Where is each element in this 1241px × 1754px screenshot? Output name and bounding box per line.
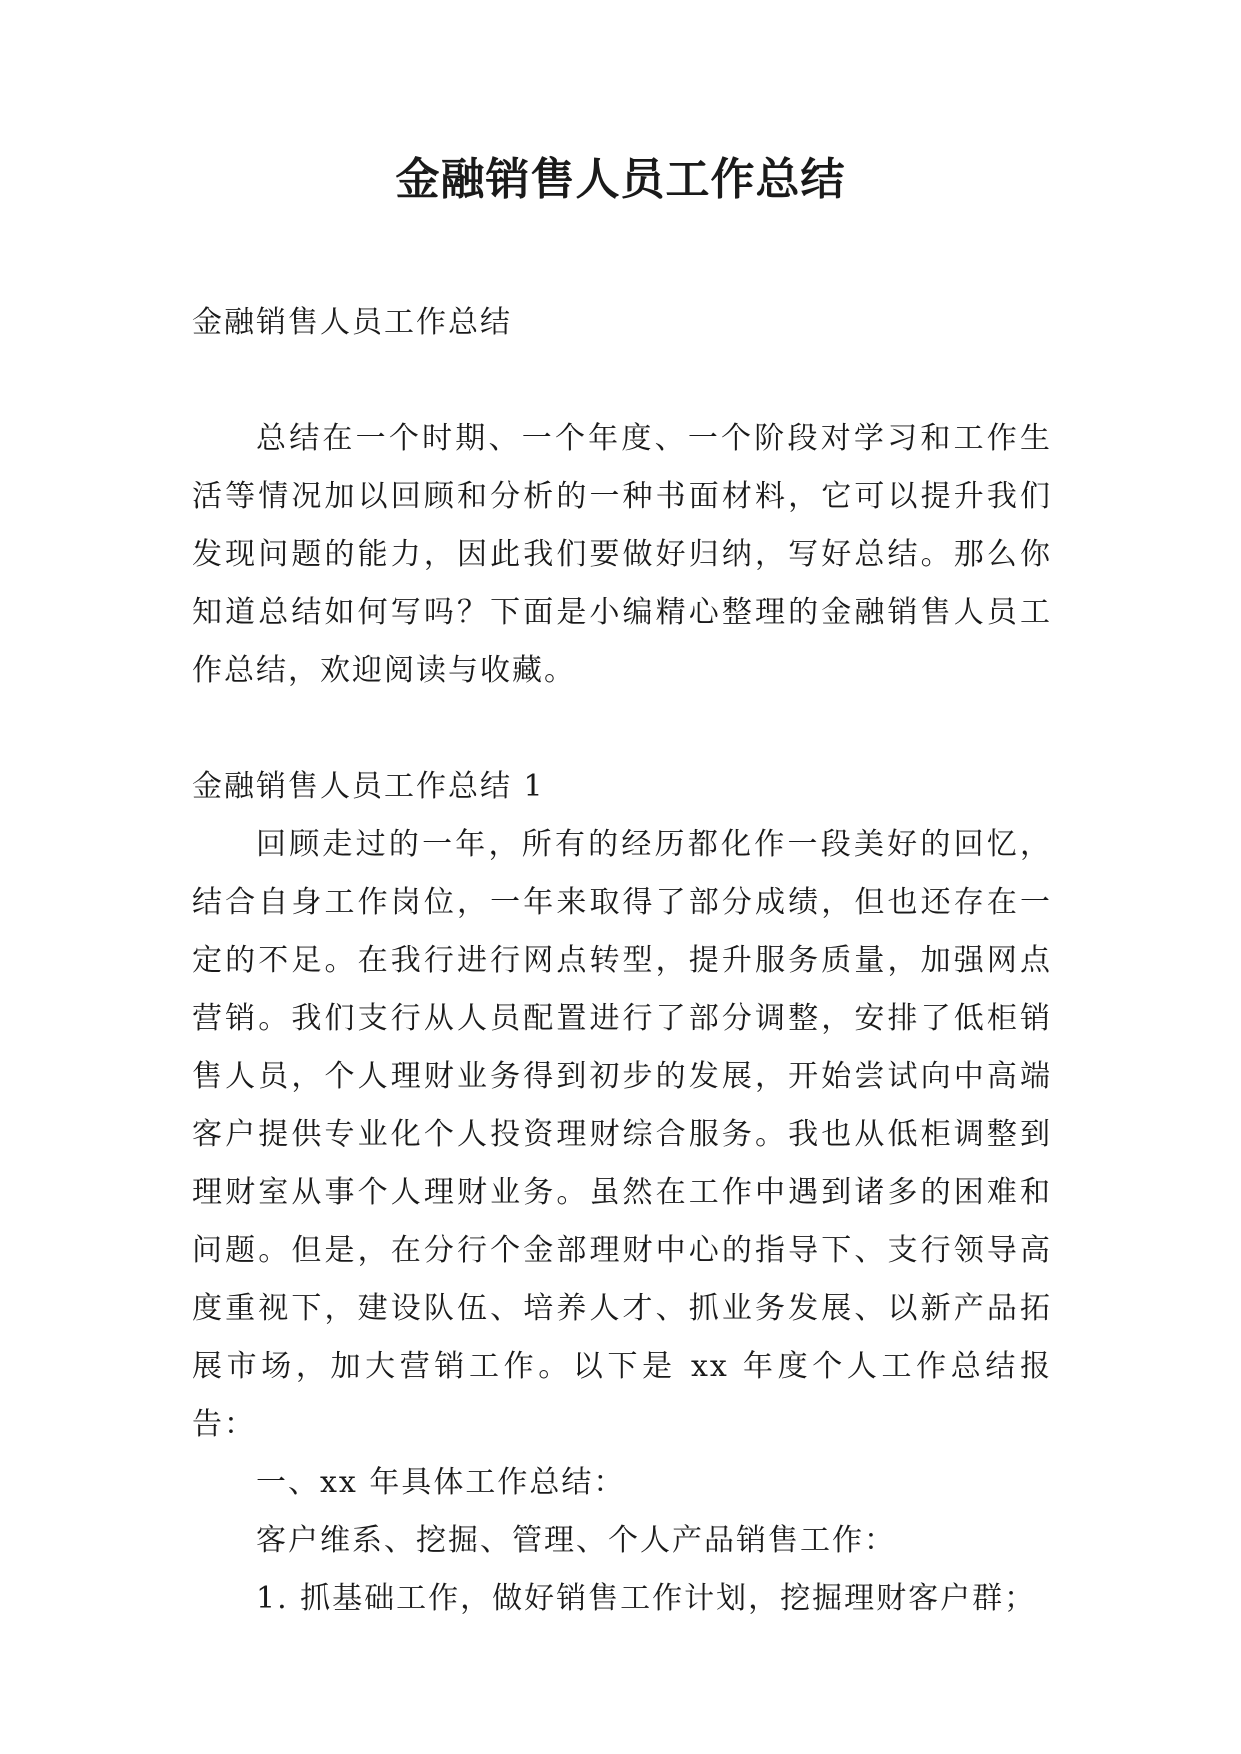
section-paragraph: 回顾走过的一年，所有的经历都化作一段美好的回忆，结合自身工作岗位，一年来取得了部分成绩，但也还存在一定的不足。在我行进行网点转型，提升服务质量，加强网点营销。我们支行从人员配置进行了部分调整，安排了低柜销售人员，个人理财业务得到初步的发展，开始尝试向中高端客户提供专业化个人投资理财综合服务。我也从低柜调整到理财室从事个人理财业务。虽然在工作中遇到诸多的困难和问题。但是，在分行个金部理财中心的指导下、支行领导高度重视下，建设队伍、培养人才、抓业务发展、以新产品拓展市场，加大营销工作。以下是 xx 年度个人工作总结报告： — [192, 827, 1052, 1442]
document-title: 金融销售人员工作总结 — [395, 154, 846, 205]
list-heading: 一、xx 年具体工作总结： — [256, 1465, 626, 1500]
intro-paragraph: 总结在一个时期、一个年度、一个阶段对学习和工作生活等情况加以回顾和分析的一种书面材料，它可以提升我们发现问题的能力，因此我们要做好归纳，写好总结。那么你知道总结如何写吗？下面是小编精心整理的金融销售人员工作总结，欢迎阅读与收藏。 — [192, 421, 1052, 688]
document-subtitle: 金融销售人员工作总结 — [192, 305, 512, 340]
document-body — [192, 294, 1052, 1628]
list-subheading: 客户维系、挖掘、管理、个人产品销售工作： — [256, 1523, 896, 1558]
section-heading: 金融销售人员工作总结 1 — [192, 769, 545, 804]
list-item: 1. 抓基础工作，做好销售工作计划，挖掘理财客户群； — [256, 1581, 1037, 1616]
